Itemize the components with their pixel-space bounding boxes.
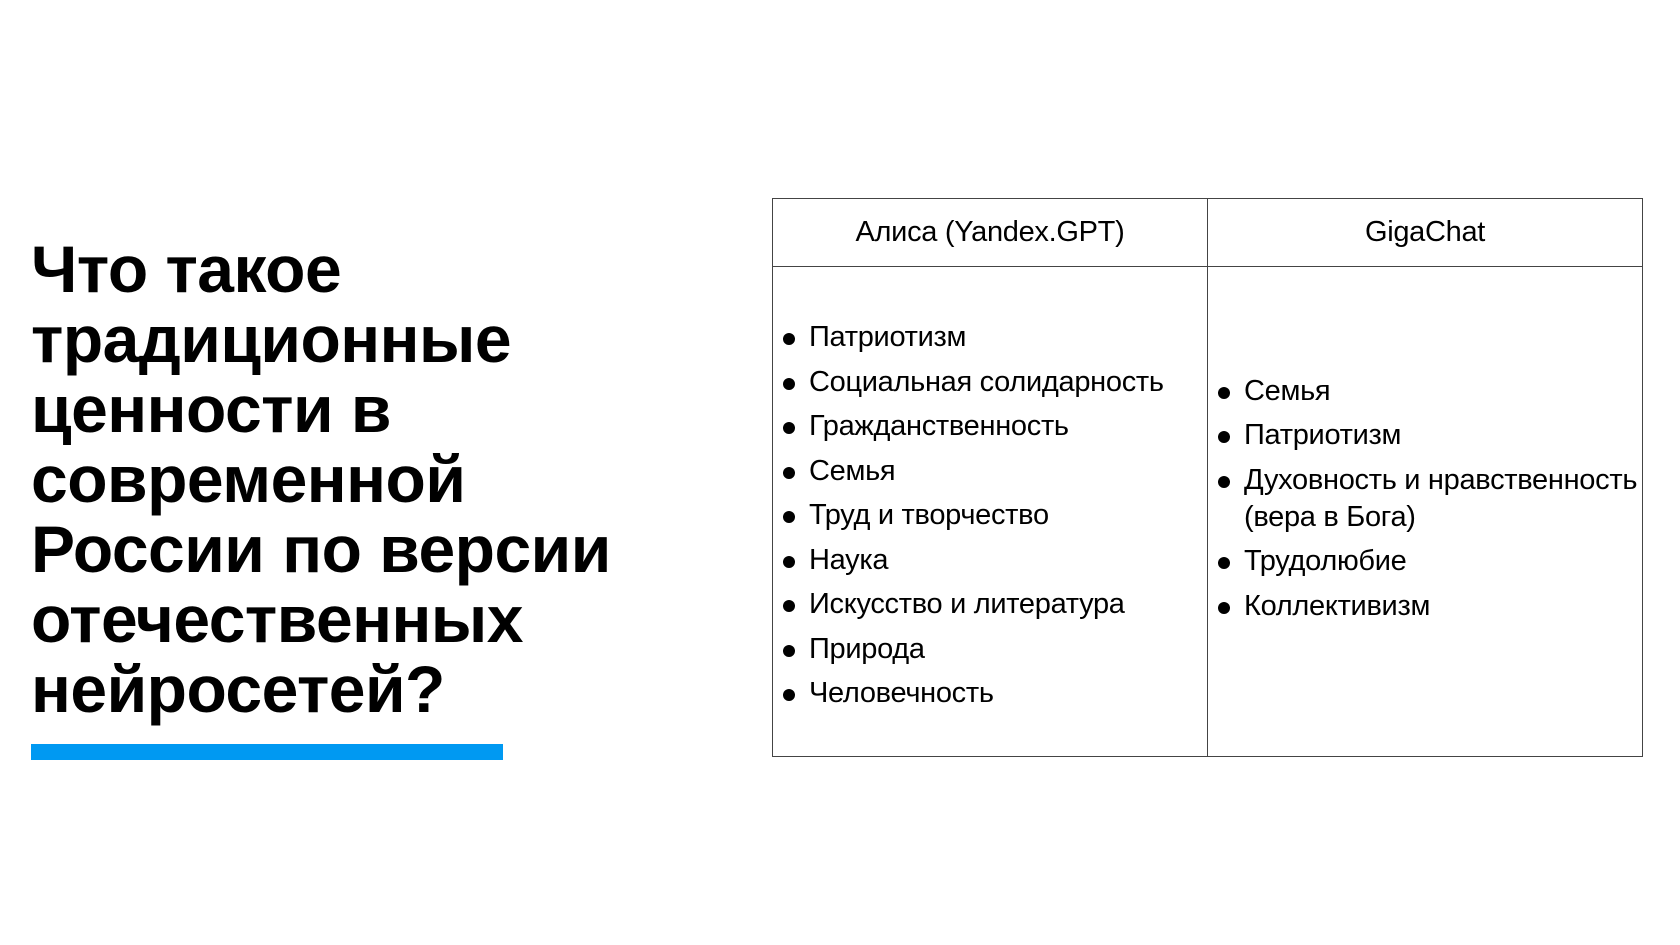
title-line: ценности в [31,372,391,446]
list-item: Семья [1216,373,1642,410]
list-item: Трудолюбие [1216,543,1642,580]
slide-title [31,234,691,724]
header-gigachat: GigaChat [1208,199,1643,267]
title-line: России по версии [31,512,611,586]
list-item: Природа [781,631,1207,668]
title-line: современной [31,442,466,516]
list-item: Гражданственность [781,408,1207,445]
table-header-row [773,199,1643,267]
alisa-values-cell [773,267,1208,757]
header-alisa: Алиса (Yandex.GPT) [773,199,1208,267]
list-item: Патриотизм [1216,417,1642,454]
list-item: Наука [781,542,1207,579]
list-item: Социальная солидарность [781,364,1207,401]
list-item: Духовность и нравственность (вера в Бога) [1216,462,1642,536]
list-item: Семья [781,453,1207,490]
table-row [773,267,1643,757]
title-line: традиционные [31,302,512,376]
title-line: Что такое [31,232,342,306]
list-item: Патриотизм [781,319,1207,356]
gigachat-values-cell [1208,267,1643,757]
title-line: нейросетей? [31,652,445,726]
comparison-table [772,198,1643,757]
list-item: Искусство и литература [781,586,1207,623]
list-item: Труд и творчество [781,497,1207,534]
alisa-values-list [773,319,1207,712]
list-item: Человечность [781,675,1207,712]
list-item: Коллективизм [1216,588,1642,625]
gigachat-values-list [1208,373,1642,625]
title-accent-bar [31,744,503,760]
title-line: отечественных [31,582,523,656]
